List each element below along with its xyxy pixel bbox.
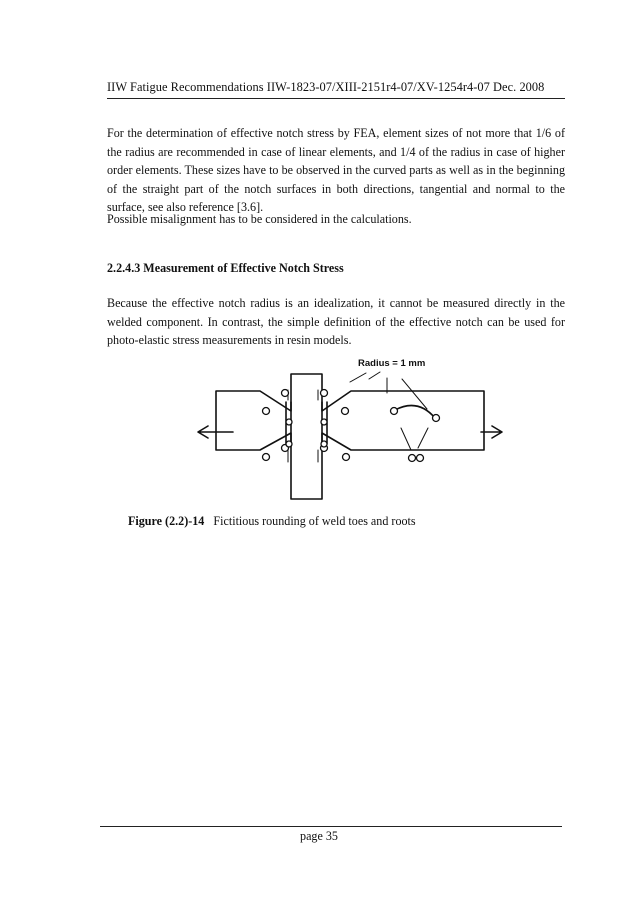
figure-caption bbox=[128, 514, 416, 529]
paragraph-misalignment: Possible misalignment has to be considered in the calculations. bbox=[107, 212, 412, 226]
cruciform-outline bbox=[216, 374, 484, 499]
weld-notch-figure bbox=[190, 350, 520, 510]
notch-circle bbox=[286, 419, 292, 425]
footer-rule bbox=[100, 826, 562, 827]
notch-circle bbox=[263, 408, 270, 415]
weld-bead bbox=[395, 406, 435, 419]
notch-circle bbox=[342, 408, 349, 415]
notch-circle bbox=[409, 455, 416, 462]
radius-annotation: Radius = 1 mm bbox=[358, 358, 426, 369]
figure-caption-text: Fictitious rounding of weld toes and roots bbox=[213, 514, 416, 528]
paragraph-measurement: Because the effective notch radius is an idealization, it cannot be measured directly in the welded component. In contrast, the simple definition of the effective notch can be used for photo-elastic stress measurements in resin models. bbox=[107, 296, 565, 348]
notch-circle bbox=[343, 454, 350, 461]
notch-circle bbox=[263, 454, 270, 461]
page-number: page 35 bbox=[300, 829, 338, 843]
page-header: IIW Fatigue Recommendations IIW-1823-07/XIII-2151r4-07/XV-1254r4-07 Dec. 2008 bbox=[107, 80, 545, 94]
notch-circle bbox=[282, 390, 289, 397]
leader-lines bbox=[350, 372, 428, 450]
section-heading: 2.2.4.3 Measurement of Effective Notch Stress bbox=[107, 261, 344, 275]
figure-caption-label: Figure (2.2)-14 bbox=[128, 514, 205, 528]
notch-circle bbox=[286, 441, 292, 447]
paragraph-fea-element-size: For the determination of effective notch stress by FEA, element sizes of not more that 1/6 of the radius are recommended in case of linear elements, and 1/4 of the radius in case of higher order elements. These sizes have to be observed in the curved parts as well as in the beginning of the straight part of the notch surfaces in both directions, tangential and normal to the surface, see also reference [3.6]. bbox=[107, 126, 565, 215]
notch-circle bbox=[321, 390, 328, 397]
notch-circle bbox=[321, 419, 327, 425]
notch-circle bbox=[417, 455, 424, 462]
notch-circle bbox=[391, 408, 398, 415]
notch-circle bbox=[321, 441, 327, 447]
notch-circle bbox=[433, 415, 440, 422]
header-rule bbox=[107, 98, 565, 99]
